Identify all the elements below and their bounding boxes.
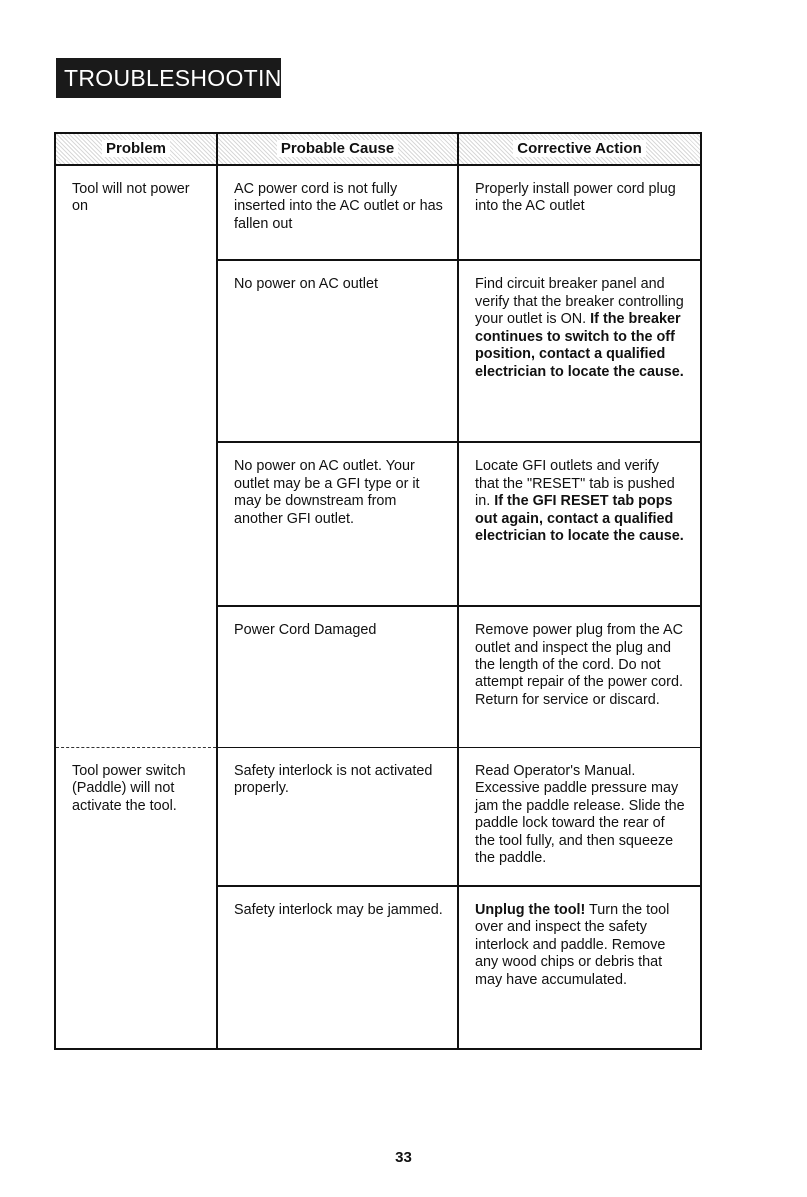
problem-cell: Tool power switch (Paddle) will not activate the tool. — [55, 748, 217, 1050]
action-text: Remove power plug from the AC outlet and inspect the plug and the length of the cord. Do not attempt repair of the power cord. Return for service or discard. — [475, 622, 683, 708]
cause-cell: Safety interlock is not activated properly. — [217, 748, 458, 887]
action-cell — [458, 606, 701, 747]
section-title: TROUBLESHOOTING — [64, 64, 300, 91]
action-cell — [458, 165, 701, 260]
action-text: Turn the tool over and inspect the safety interlock and paddle. Remove any wood chips or debris that may have accumulated. — [475, 902, 670, 988]
action-cell — [458, 748, 701, 887]
action-cell — [458, 442, 701, 606]
action-text: Find circuit breaker panel and verify that the breaker controlling your outlet is ON. — [475, 276, 684, 328]
table-row — [55, 165, 701, 260]
header-probable-cause: Probable Cause — [217, 133, 458, 165]
cause-cell: Safety interlock may be jammed. — [217, 886, 458, 1049]
action-warning-text: If the breaker continues to switch to the off position, contact a qualified electrician to locate the cause. — [475, 311, 684, 380]
action-warning-text: Unplug the tool! — [475, 902, 586, 918]
action-text: Read Operator's Manual. Excessive paddle pressure may jam the paddle release. Slide the paddle lock toward the rear of the tool fully, and then squeeze the paddle. — [475, 763, 685, 867]
header-corrective-action: Corrective Action — [458, 133, 701, 165]
action-warning-text: If the GFI RESET tab pops out again, contact a qualified electrician to locate the cause. — [475, 493, 684, 545]
cause-cell: AC power cord is not fully inserted into the AC outlet or has fallen out — [217, 165, 458, 260]
cause-cell: Power Cord Damaged — [217, 606, 458, 747]
section-title-banner — [56, 58, 300, 98]
action-text: Properly install power cord plug into the AC outlet — [475, 181, 676, 215]
page-number: 33 — [395, 1149, 412, 1166]
cause-cell: No power on AC outlet — [217, 260, 458, 442]
problem-cell: Tool will not power on — [55, 165, 217, 748]
troubleshooting-table — [54, 132, 702, 1050]
cause-cell: No power on AC outlet. Your outlet may be a GFI type or it may be downstream from another GFI outlet. — [217, 442, 458, 606]
table-row — [55, 748, 701, 887]
action-text: Locate GFI outlets and verify that the "RESET" tab is pushed in. — [475, 458, 675, 510]
action-cell — [458, 260, 701, 442]
header-problem: Problem — [55, 133, 217, 165]
table-header-row — [55, 133, 701, 165]
action-cell — [458, 886, 701, 1049]
